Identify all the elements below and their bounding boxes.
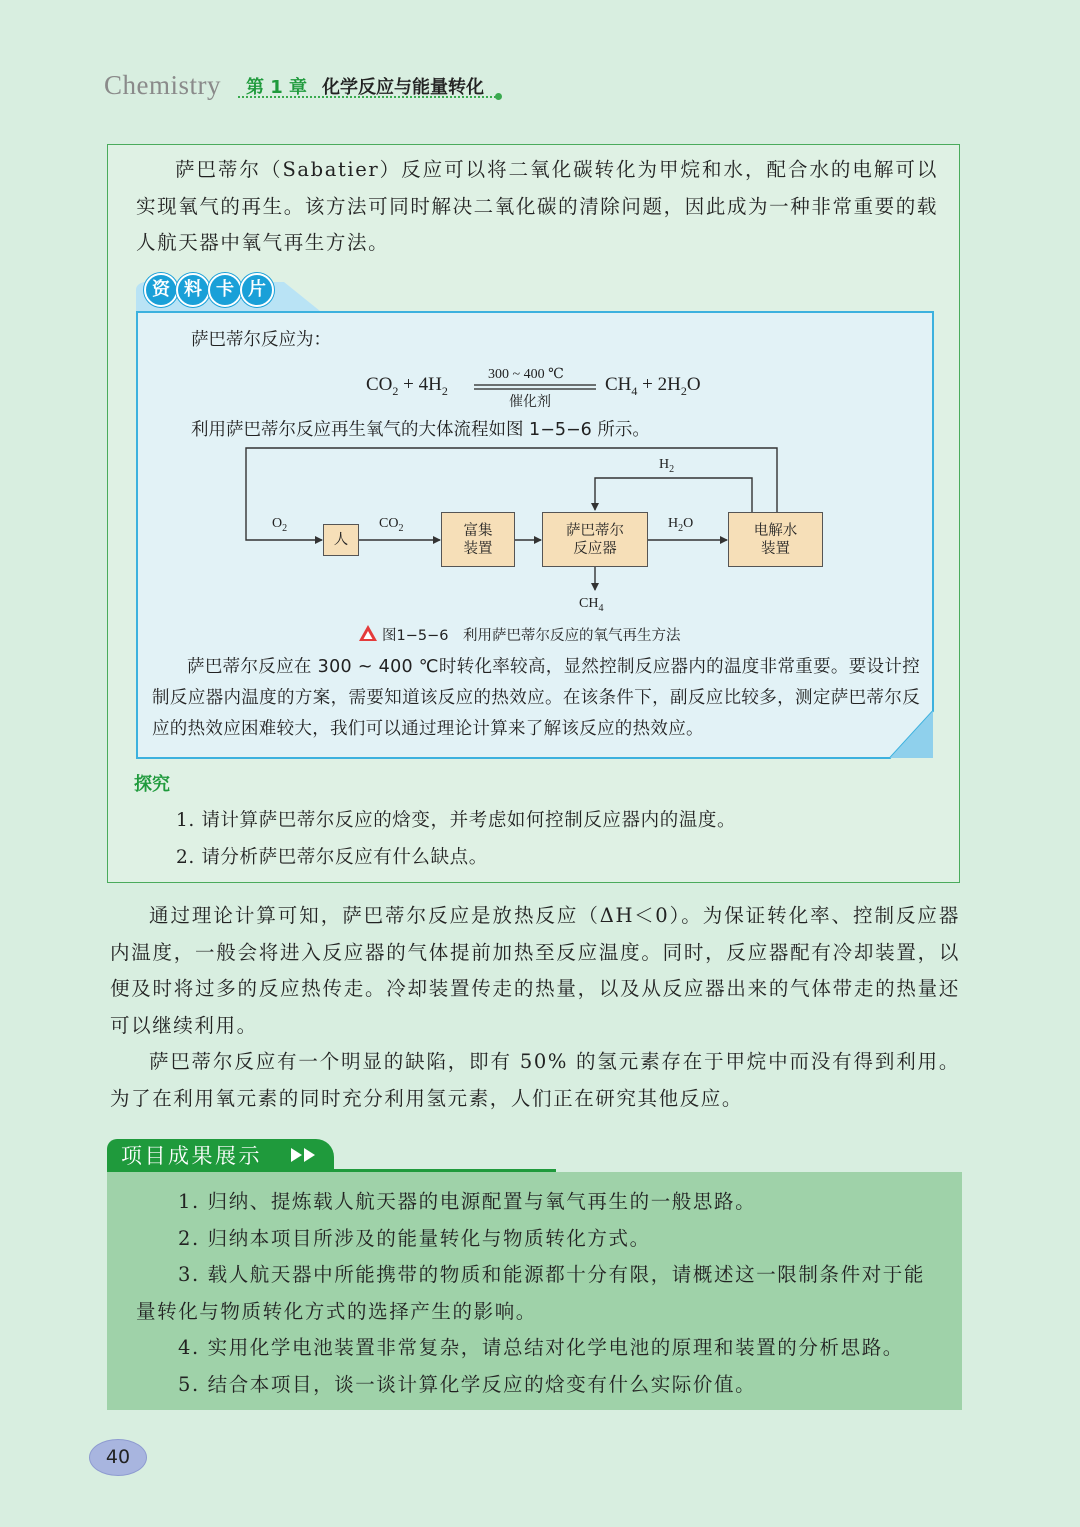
explore-question: 1. 请计算萨巴蒂尔反应的焓变，并考虑如何控制反应器内的温度。 [176, 810, 737, 831]
diagram-box-electrolysis [728, 512, 823, 567]
eq-sub: 2 [441, 383, 448, 398]
header-rule [238, 96, 500, 98]
page-number: 40 [105, 1446, 131, 1468]
diagram-label-h2 [659, 457, 674, 475]
project-item: 4. 实用化学电池装置非常复杂，请总结对化学电池的原理和装置的分析思路。 [178, 1336, 904, 1359]
eq-o: O [686, 374, 701, 395]
equation-double-line [474, 383, 596, 391]
body-paragraph: 萨巴蒂尔反应有一个明显的缺陷，即有 50% 的氢元素存在于甲烷中而没有得到利用。为了在利用氧元素的同时充分利用氢元素，人们正在研究其他反应。 [110, 1050, 960, 1110]
explore-question: 2. 请分析萨巴蒂尔反应有什么缺点。 [176, 847, 488, 868]
project-item: 2. 归纳本项目所涉及的能量转化与物质转化方式。 [178, 1226, 651, 1250]
box-line: 富集 [463, 522, 493, 539]
lab-main: CO [379, 516, 399, 531]
lab-tail: O [683, 516, 694, 531]
eq-h2o: + 2H [642, 374, 681, 395]
project-section-title: 项目成果展示 [121, 1144, 262, 1168]
box-line: 装置 [761, 540, 790, 557]
tab-char: 片 [240, 273, 274, 307]
figure-triangle-icon [358, 624, 378, 642]
project-list [136, 1184, 940, 1403]
tab-char: 资 [144, 273, 178, 307]
lab-main: H [668, 516, 679, 531]
equation-products [605, 374, 701, 399]
header-rule-dot [495, 93, 502, 100]
tab-char: 料 [176, 273, 210, 307]
equation-condition: 300 ~ 400 ℃ [488, 367, 564, 382]
eq-co2: CO [366, 374, 393, 395]
card-paragraph: 萨巴蒂尔反应在 300 ~ 400 ℃时转化率较高，显然控制反应器内的温度非常重要。要设计控制反应器内温度的方案，需要知道该反应的热效应。在该条件下，副反应比较多，测定萨巴蒂尔反应的热效应困难较大，我们可以通过理论计算来了解该反应的热效应。 [152, 657, 920, 739]
diagram-label-o2 [272, 516, 287, 534]
project-item: 1. 归纳、提炼载人航天器的电源配置与氧气再生的一般思路。 [178, 1190, 757, 1213]
diagram-label-h2o [668, 516, 693, 534]
double-arrow-icon [290, 1147, 320, 1163]
box-line: 萨巴蒂尔 [566, 522, 624, 539]
lab-main: O [272, 516, 283, 531]
body-paragraph: 通过理论计算可知，萨巴蒂尔反应是放热反应（ΔH＜0）。为保证转化率、控制反应器内温度，一般会将进入反应器的气体提前加热至反应温度。同时，反应器配有冷却装置，以便及时将过多的反应热传走。冷却装置传走的热量，以及从反应器出来的气体带走的热量还可以继续利用。 [110, 904, 960, 1037]
lab-sub: 2 [669, 463, 675, 475]
chapter-title: 化学反应与能量转化 [322, 77, 484, 98]
header-brand: Chemistry [104, 70, 221, 100]
equation-reactants [366, 374, 448, 399]
project-item: 5. 结合本项目，谈一谈计算化学反应的焓变有什么实际价值。 [178, 1372, 757, 1396]
eq-sub: 4 [631, 383, 638, 398]
body-text [110, 898, 960, 1117]
explore-heading: 探究 [134, 774, 170, 795]
eq-ch4: CH [605, 374, 632, 395]
lab-sub: 4 [598, 602, 604, 614]
info-card-tab [134, 270, 324, 314]
card-text: 萨巴蒂尔反应为： [191, 330, 331, 350]
lab-main: CH [579, 596, 599, 611]
intro-paragraph: 萨巴蒂尔（Sabatier）反应可以将二氧化碳转化为甲烷和水，配合水的电解可以实现氧气的再生。该方法可同时解决二氧化碳的清除问题，因此成为一种非常重要的载人航天器中氧气再生方法。 [136, 158, 938, 254]
card-text: 利用萨巴蒂尔反应再生氧气的大体流程如图 1−5−6 所示。 [191, 420, 650, 440]
diagram-label-co2 [379, 516, 403, 534]
diagram-box-reactor [542, 512, 648, 567]
project-item: 3. 载人航天器中所能携带的物质和能源都十分有限，请概述这一限制条件对于能量转化与物质转化方式的选择产生的影响。 [136, 1263, 926, 1323]
lab-sub: 2 [398, 522, 404, 534]
box-line: 装置 [463, 540, 493, 557]
box-line: 电解水 [753, 522, 798, 539]
equation-catalyst: 催化剂 [509, 394, 551, 410]
diagram-box-enrichment [441, 512, 515, 567]
eq-sub: 2 [392, 383, 399, 398]
box-line: 反应器 [573, 540, 617, 557]
lab-main: H [659, 457, 670, 472]
chapter-number: 第 1 章 [246, 77, 308, 98]
eq-h2: + 4H [403, 374, 442, 395]
diagram-label-ch4 [579, 596, 603, 614]
eq-sub: 2 [680, 383, 687, 398]
lab-sub: 2 [282, 522, 288, 534]
diagram-box-person: 人 [323, 524, 359, 556]
lab-sub: 2 [678, 522, 684, 534]
figure-caption: 图1−5−6 利用萨巴蒂尔反应的氧气再生方法 [382, 628, 681, 644]
tab-char: 卡 [208, 273, 242, 307]
